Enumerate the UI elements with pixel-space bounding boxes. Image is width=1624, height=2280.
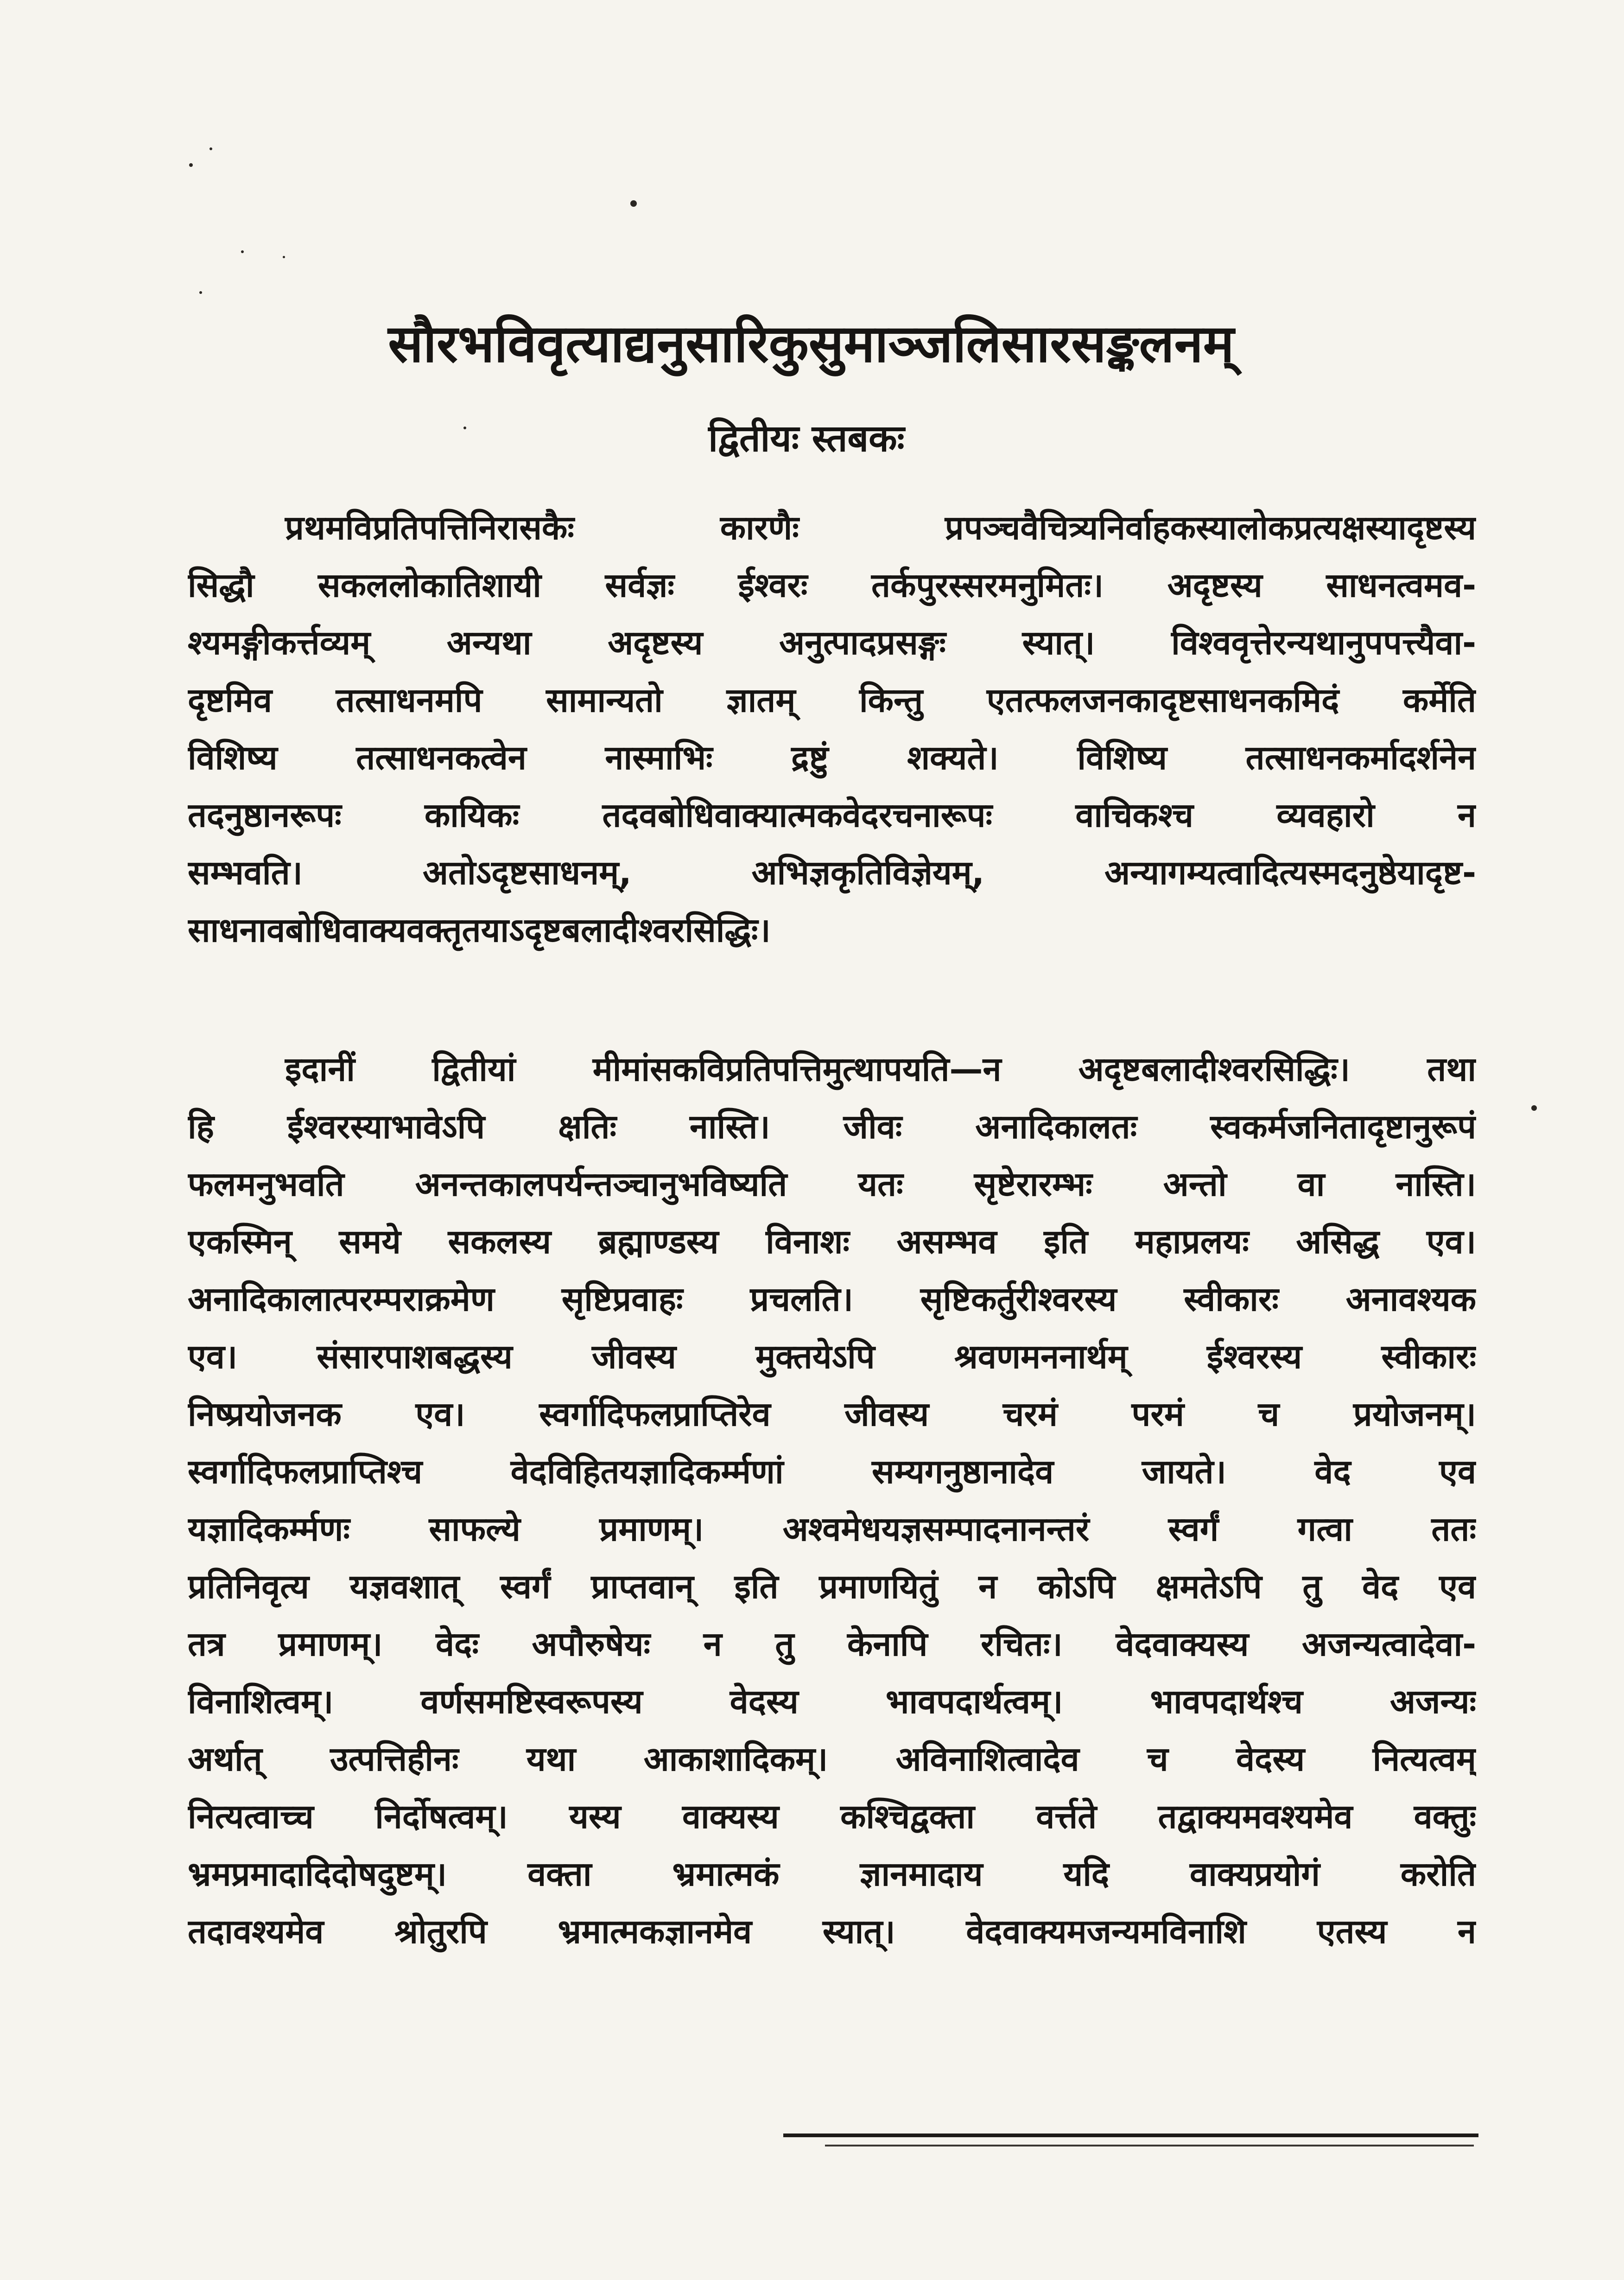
text-line: तत्र प्रमाणम्। वेदः अपौरुषेयः न तु केनापि रचितः। वेदवाक्यस्य अजन्यत्वादेवा- bbox=[188, 1624, 1476, 1663]
text-line: भ्रमप्रमादादिदोषदुष्टम्। वक्ता भ्रमात्मकं ज्ञानमादाय यदि वाक्यप्रयोगं करोति bbox=[188, 1854, 1476, 1893]
text-line: प्रतिनिवृत्य यज्ञवशात् स्वर्गं प्राप्तवान् इति प्रमाणयितुं न कोऽपि क्षमतेऽपि तु वेद एव bbox=[188, 1567, 1476, 1606]
scan-speck bbox=[189, 163, 193, 167]
paragraph-second bbox=[188, 1040, 1476, 1960]
text-line: निष्प्रयोजनक एव। स्वर्गादिफलप्राप्तिरेव जीवस्य चरमं परमं च प्रयोजनम्। bbox=[188, 1395, 1476, 1433]
text-line: प्रथमविप्रतिपत्तिनिरासकैः कारणैः प्रपञ्चवैचित्र्यनिर्वाहकस्यालोकप्रत्यक्षस्यादृष्टस्य bbox=[285, 508, 1476, 547]
text-line: नित्यत्वाच्च निर्दोषत्वम्। यस्य वाक्यस्य कश्चिद्वक्ता वर्त्तते तद्वाक्यमवश्यमेव वक्तुः bbox=[188, 1797, 1476, 1836]
text-line: यज्ञादिकर्म्मणः साफल्ये प्रमाणम्। अश्वमेधयज्ञसम्पादनानन्तरं स्वर्गं गत्वा ततः bbox=[188, 1509, 1476, 1548]
text-line: तदनुष्ठानरूपः कायिकः तदवबोधिवाक्यात्मकवेदरचनारूपः वाचिकश्च व्यवहारो न bbox=[188, 796, 1476, 834]
bottom-rule-thin bbox=[825, 2145, 1474, 2146]
text-line: एकस्मिन् समये सकलस्य ब्रह्माण्डस्य विनाशः असम्भव इति महाप्रलयः असिद्ध एव। bbox=[188, 1222, 1476, 1261]
text-line: अनादिकालात्परम्पराक्रमेण सृष्टिप्रवाहः प्रचलति। सृष्टिकर्तुरीश्वरस्य स्वीकारः अनावश्यक bbox=[188, 1280, 1476, 1318]
text-line: हि ईश्वरस्याभावेऽपि क्षतिः नास्ति। जीवः अनादिकालतः स्वकर्मजनितादृष्टानुरूपं bbox=[188, 1107, 1476, 1146]
text-line: अर्थात् उत्पत्तिहीनः यथा आकाशादिकम्। अविनाशित्वादेव च वेदस्य नित्यत्वम् bbox=[188, 1739, 1476, 1778]
text-line: विनाशित्वम्। वर्णसमष्टिस्वरूपस्य वेदस्य भावपदार्थत्वम्। भावपदार्थश्च अजन्यः bbox=[188, 1682, 1476, 1721]
text-line: एव। संसारपाशबद्धस्य जीवस्य मुक्तयेऽपि श्रवणमननार्थम् ईश्वरस्य स्वीकारः bbox=[188, 1337, 1476, 1376]
scan-speck bbox=[630, 200, 637, 207]
text-line: दृष्टमिव तत्साधनमपि सामान्यतो ज्ञातम् किन्तु एतत्फलजनकादृष्टसाधनकमिदं कर्मेति bbox=[188, 681, 1476, 720]
text-line: स्वर्गादिफलप्राप्तिश्च वेदविहितयज्ञादिकर्म्मणां सम्यगनुष्ठानादेव जायते। वेद एव bbox=[188, 1452, 1476, 1491]
text-line: सम्भवति। अतोऽदृष्टसाधनम्, अभिज्ञकृतिविज्ञेयम्, अन्यागम्यत्वादित्यस्मदनुष्ठेयादृष्ट- bbox=[188, 853, 1476, 892]
text-line: श्यमङ्गीकर्त्तव्यम् अन्यथा अदृष्टस्य अनुत्पादप्रसङ्गः स्यात्। विश्ववृत्तेरन्यथानुपपत्त्यैवा- bbox=[188, 623, 1476, 662]
page-title: सौरभविवृत्याद्यनुसारिकुसुमाञ्जलिसारसङ्कलनम् bbox=[388, 314, 1234, 374]
scan-speck bbox=[199, 291, 202, 294]
text-line: फलमनुभवति अनन्तकालपर्यन्तञ्चानुभविष्यति यतः सृष्टेरारम्भः अन्तो वा नास्ति। bbox=[188, 1165, 1476, 1204]
text-line: इदानीं द्वितीयां मीमांसकविप्रतिपत्तिमुत्थापयति—न अदृष्टबलादीश्वरसिद्धिः। तथा bbox=[285, 1050, 1476, 1089]
scan-speck bbox=[463, 427, 466, 429]
scan-speck bbox=[1531, 1105, 1537, 1111]
section-heading: द्वितीयः स्तबकः bbox=[708, 417, 905, 460]
bottom-rule bbox=[783, 2134, 1478, 2137]
text-line: विशिष्य तत्साधनकत्वेन नास्माभिः द्रष्टुं शक्यते। विशिष्य तत्साधनकर्मादर्शनेन bbox=[188, 738, 1476, 777]
text-line: तदावश्यमेव श्रोतुरपि भ्रमात्मकज्ञानमेव स्यात्। वेदवाक्यमजन्यमविनाशि एतस्य न bbox=[188, 1912, 1476, 1951]
scan-speck bbox=[283, 256, 285, 258]
text-line: साधनावबोधिवाक्यवक्तृतयाऽदृष्टबलादीश्वरसिद्धिः। bbox=[188, 911, 771, 949]
scan-speck bbox=[241, 250, 244, 253]
scan-speck bbox=[209, 147, 212, 150]
paragraph-first bbox=[188, 499, 1476, 959]
text-line: सिद्धौ सकललोकातिशायी सर्वज्ञः ईश्वरः तर्कपुरस्सरमनुमितः। अदृष्टस्य साधनत्वमव- bbox=[188, 566, 1476, 605]
